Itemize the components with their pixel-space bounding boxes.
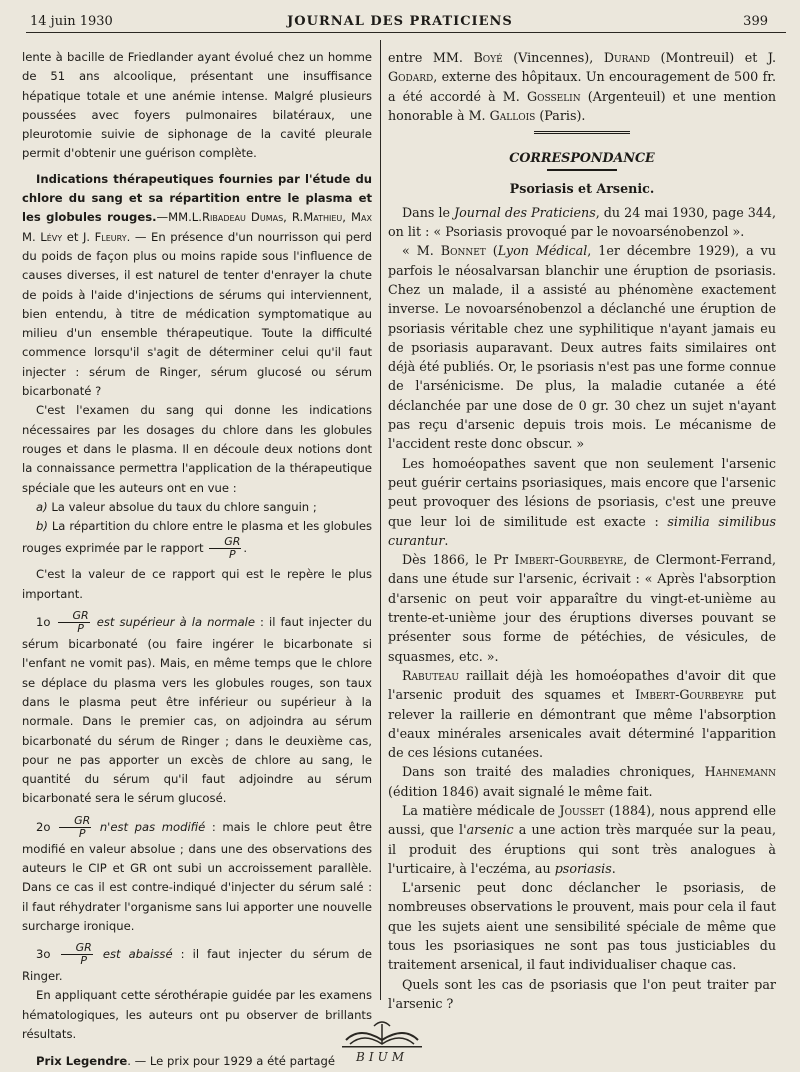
journal-name: Journal des Praticiens (454, 204, 596, 220)
case-number: 2o (36, 819, 51, 834)
paragraph: L'arsenic peut donc déclancher le psoriasis, de nombreuses observations le prouvent, mais pour cela il faut que les sujets aient une sensibilité spéciale de même que tous les psoriasiques ne sont pas tous justiciables du traitement arsenical, il faut individualiser chaque cas. (388, 880, 776, 973)
article-title-chlore: Indications thérapeutiques fournies par l'étude du chlore du sang et sa répartition entre le plasma et les globules rouges. (22, 171, 372, 225)
author-name: Ribadeau Dumas (201, 210, 284, 225)
person-name: Durand (603, 50, 650, 65)
paragraph: C'est la valeur de ce rapport qui est le repère le plus important. (22, 567, 372, 601)
case-2 (22, 815, 372, 936)
title-underline (547, 169, 617, 171)
text: . (611, 860, 616, 876)
right-column (388, 48, 776, 1013)
text: . — Le prix pour 1929 a été partagé (127, 1054, 335, 1069)
text: Dès 1866, le Pr (402, 552, 515, 568)
person-name: Hahnemann (704, 764, 776, 780)
text: (Paris). (535, 107, 586, 123)
text: (1884), nous apprend elle aussi, que l' (388, 802, 776, 838)
case-label: est supérieur à la normale (96, 615, 256, 630)
left-column (22, 48, 372, 1072)
header-rule (26, 32, 786, 33)
paragraph-prix-cont (388, 48, 776, 125)
text: raillait déjà les homoéopathes d'avoir dit que l'arsenic produit des squames et (388, 667, 776, 703)
person-name: Imbert-Gourbeyre (514, 552, 624, 568)
text: : il faut injecter du sérum de Ringer. (22, 947, 373, 984)
text: Dans son traité des maladies chroniques, (402, 764, 705, 780)
text: L. (191, 210, 202, 225)
case-1 (22, 610, 372, 809)
author-name: Fleury (94, 229, 127, 244)
fraction-numerator: GR (58, 610, 90, 623)
text: La valeur absolue du taux du chlore sanguin ; (47, 499, 317, 514)
paragraph-quote (388, 241, 776, 453)
author-name: Max M. Lévy (22, 210, 372, 244)
text: et J. (62, 229, 95, 244)
fraction-gr-p (209, 536, 241, 561)
fraction-denominator: P (78, 826, 86, 840)
journal-title: JOURNAL DES PRATICIENS (287, 14, 513, 29)
fraction-gr-p (61, 942, 93, 967)
paragraph: En appliquant cette sérothérapie guidée par les examens hématologiques, les auteurs ont pu observer de brillants résultats. (22, 988, 372, 1042)
case-label: est abaissé (102, 947, 173, 962)
case-3 (22, 942, 372, 986)
fraction-denominator: P (77, 622, 84, 636)
text: entre MM. (388, 50, 474, 65)
person-name: Gallois (489, 107, 536, 123)
paragraph-chlore: Indications thérapeutiques fournies par l'étude du chlore du sang et sa répartition entre le plasma et les globules rouges.—MM.L.Ribadeau Dumas, R.Mathieu, Max M. Lévy et J. Fleury. — En présence d'un nourrisson qui perd du poids de façon plus ou moins rapide sous l'influence de causes diverses, il est naturel de tenter d'enrayer la chute de poids à l'aide d'injections de sérums qui interviennent, bien entendu, à titre de médication symptomatique au milieu d'un ensemble thérapeutique. Toute la difficulté commence lorsqu'il s'agit de déterminer celui qu'il faut injecter : sérum de Ringer, sérum glucosé ou sérum bicarbonaté ? (22, 171, 373, 399)
person-name: Bonnet (440, 243, 486, 259)
list-item-b: b) La répartition du chlore entre le plasma et les globules rouges exprimée par le rapport $\frac{GR}{P}$ . (22, 519, 372, 562)
emphasis: arsenic (466, 822, 514, 838)
column-divider (380, 40, 381, 1000)
paragraph: Quels sont les cas de psoriasis que l'on peut traiter par l'arsenic ? (388, 976, 776, 1011)
paragraph (388, 203, 776, 242)
journal-name: Lyon Médical (497, 243, 588, 259)
fraction-denominator: P (228, 548, 236, 562)
person-name: Boyé (473, 50, 503, 65)
text: : mais le chlore peut être modifié en valeur absolue ; dans une des observations des auteurs le CIP et GR ont subi un accroissement parallèle. Dans ce cas il est contre-indiqué d'injecter du sérum salé : il faut réhydrater l'organisme sans lui apporter une nouvelle surcharge ironique. (22, 819, 373, 933)
person-name: Rabuteau (402, 667, 459, 683)
text: . — En présence d'un nourrisson qui perd du poids de façon plus ou moins rapide sous l'influence de causes diverses, il est naturel de tenter d'enrayer la chute de poids à l'aide d'injections de sérums qui interviennent, bien entendu, à titre de médication symptomatique au milieu d'un ensemble thérapeutique. Toute la difficulté commence lorsqu'il s'agit de déterminer celui qu'il faut injecter : sérum de Ringer, sérum glucosé ou sérum bicarbonaté ? (22, 229, 373, 399)
case-number: 1o (36, 615, 51, 630)
text: (Vincennes), (502, 50, 604, 65)
text: , de Clermont-Ferrand, dans une étude sur l'arsenic, écrivait : « Après l'absorption d'arsenic on peut voir apparaître du vingt-et-unième au trente-et-unième jour des éruptions diverses pouvant se présenter sous forme de pétéchies, de vésicules, de squasmes, etc. ». (388, 552, 776, 664)
paragraph (388, 762, 776, 801)
library-seal-icon (336, 1016, 428, 1064)
text: , externe des hôpitaux. Un encouragement de 500 fr. a été accordé à M. (388, 69, 776, 104)
text: —MM. (156, 210, 192, 225)
person-name: Imbert-Gourbeyre (635, 687, 744, 703)
text: Dans le (402, 204, 455, 220)
latin-phrase: similia similibus curantur (388, 513, 776, 548)
text: Les homoéopathes savent que non seulement l'arsenic peut guérir certains psoriasiques, mais encore que l'arsenic peut provoquer des lésions de psoriasis, c'est une preuve que leur loi de similitude est exacte : (388, 455, 776, 529)
paragraph (388, 666, 776, 762)
article-title-prix: Prix Legendre (36, 1054, 128, 1069)
page-number: 399 (743, 14, 768, 29)
text: put relever la raillerie en démontrant que même l'absorption d'eaux minérales arsenicales avait déterminé l'apparition de ces lésions cutanées. (388, 687, 776, 761)
text: « M. (402, 243, 441, 259)
paragraph: C'est l'examen du sang qui donne les indications nécessaires par les dosages du chlore dans les globules rouges et dans le plasma. Il en découle deux notions dont la connaissance permettra l'application de la thérapeutique spéciale que les auteurs ont en vue : (22, 403, 372, 495)
text: ( (485, 243, 498, 259)
text: La matière médicale de (402, 802, 560, 818)
list-label: a) (36, 499, 48, 514)
seal-label: BIUM (356, 1050, 408, 1064)
text: , du 24 mai 1930, page 344, on lit : « Psoriasis provoqué par le novoarsénobenzol ». (388, 204, 776, 240)
text: , 1er décembre 1929), a vu parfois le néosalvarsan blanchir une éruption de psoriasis. Chez un malade, il a assisté au phénomène exactement inverse. Le novoarsénobenzol a déclanché une éruption de psoriasis véritable chez une syphilitique n'ayant jamais eu de psoriasis auparavant. Deux autres faits similaires ont déjà été publiés. Or, le psoriasis n'est pas une forme connue de l'arsénicisme. De plus, la maladie cutanée a été déclanchée par une dose de 0 gr. 30 chez un sujet n'ayant pas reçu d'arsenic depuis trois mois. Le mécanisme de l'accident reste donc obscur. » (388, 243, 777, 452)
case-label: n'est pas modifié (99, 819, 206, 834)
fraction-numerator: GR (209, 536, 241, 549)
text: . (444, 532, 449, 548)
section-title: CORRESPONDANCE (509, 150, 655, 166)
text: : il faut injecter du sérum bicarbonaté (ou faire ingérer le bicarbonate si l'enfant ne vomit pas). Mais, en même temps que le chlore se déplace du plasma vers les globules rouges, son taux dans le plasma peut être inférieur ou supérieur à la normale. Dans le premier cas, on adjoindra au sérum bicarbonaté du sérum de Ringer ; dans le deuxième cas, pour ne pas apporter un excès de chlore au sang, le quantité du sérum qu'il faut adjoindre au sérum bicarbonaté sera le sérum glucosé. (22, 615, 373, 806)
person-name: Jousset (559, 802, 605, 818)
emphasis: psoriasis (554, 860, 612, 876)
article-title: Psoriasis et Arsenic. (509, 181, 655, 197)
list-label: b) (36, 519, 48, 534)
page-header (0, 10, 800, 34)
fraction-gr-p (58, 610, 90, 635)
text: La répartition du chlore entre le plasma et les globules rouges exprimée par le rapport (22, 519, 372, 556)
section-divider (534, 131, 630, 134)
paragraph (388, 550, 776, 666)
person-name: Gosselin (526, 88, 581, 104)
person-name: Godard (388, 69, 434, 85)
fraction-gr-p (59, 815, 91, 840)
paragraph (388, 801, 776, 878)
paragraph (388, 454, 776, 550)
paragraph: lente à bacille de Friedlander ayant évolué chez un homme de 51 ans alcoolique, présentant une insuffisance hépatique totale et une anémie intense. Malgré plusieurs poussées avec foyers pulmonaires bilatéraux, une pleurotomie suivie de siphonage de la cavité pleurale permit d'obtenir une guérison complète. (22, 50, 372, 161)
fraction-numerator: GR (59, 815, 91, 828)
text: a une action très marquée sur la peau, il produit des éruptions qui sont très analogues à l'urticaire, à l'eczéma, au (388, 822, 776, 876)
fraction-denominator: P (80, 954, 87, 968)
list-item-a (22, 498, 372, 517)
text: , R. (283, 210, 304, 225)
case-number: 3o (36, 947, 51, 962)
fraction-numerator: GR (61, 942, 93, 955)
text: (Montreuil) et J. (649, 50, 776, 65)
author-name: Mathieu (303, 210, 343, 225)
text: (Argenteuil) et une mention honorable à M. (388, 88, 777, 123)
text: (édition 1846) avait signalé le même fait. (388, 783, 653, 799)
issue-date: 14 juin 1930 (30, 14, 113, 29)
